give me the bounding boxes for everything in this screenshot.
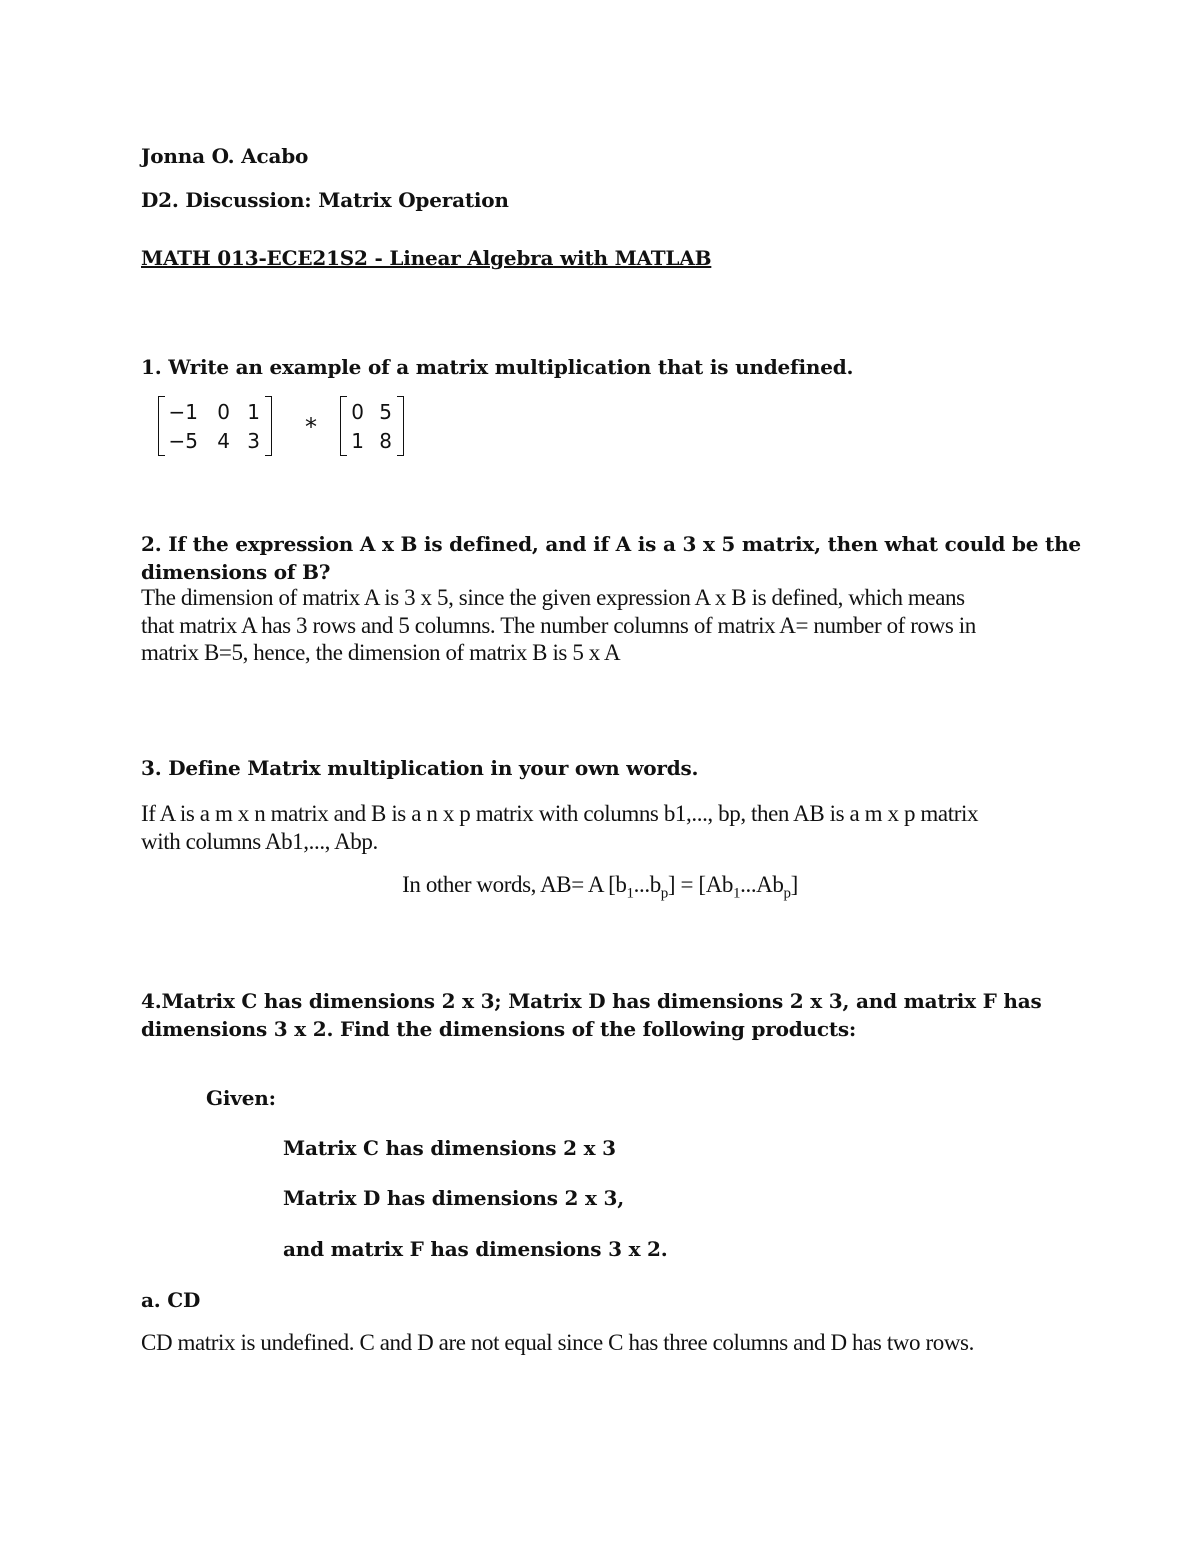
question-2-line: dimensions of B?	[141, 559, 331, 584]
question-4	[141, 988, 1041, 1043]
answer-2-line: matrix B=5, hence, the dimension of matrix B is 5 x A	[141, 640, 621, 665]
question-2	[141, 531, 1081, 586]
question-2-line: 2. If the expression A x B is defined, and if A is a 3 x 5 matrix, then what could be the	[141, 532, 1081, 556]
answer-2	[141, 584, 1041, 667]
matrix-a-cell: −5	[168, 429, 198, 453]
author-name: Jonna O. Acabo	[141, 144, 309, 168]
matrix-a-right-bracket	[265, 396, 272, 456]
answer-3-line: with columns Ab1,..., Abp.	[141, 828, 378, 854]
answer-2-line: that matrix A has 3 rows and 5 columns. The number columns of matrix A= number of rows in	[141, 612, 976, 638]
given-label: Given:	[206, 1086, 276, 1110]
matrix-a-cell: 1	[247, 400, 260, 424]
formula-subscript: 1	[733, 885, 741, 902]
formula-subscript: 1	[626, 885, 634, 902]
matrix-a	[158, 396, 272, 456]
given-item: Matrix D has dimensions 2 x 3,	[283, 1186, 625, 1210]
discussion-title: D2. Discussion: Matrix Operation	[141, 188, 509, 212]
matrix-b-cell: 8	[379, 429, 392, 453]
matrix-a-cell: 4	[217, 429, 230, 453]
matrix-b	[340, 396, 404, 456]
matrix-b-right-bracket	[397, 396, 404, 456]
course-title: MATH 013-ECE21S2 - Linear Algebra with MATLAB	[141, 246, 712, 270]
formula-text: ]	[790, 872, 798, 897]
question-3: 3. Define Matrix multiplication in your own words.	[141, 756, 699, 780]
matrix-a-left-bracket	[158, 396, 165, 456]
question-4-line: dimensions 3 x 2. Find the dimensions of the following products:	[141, 1016, 857, 1041]
answer-2-line: The dimension of matrix A is 3 x 5, since the given expression A x B is defined, which means	[141, 585, 965, 610]
formula-text: In other words, AB= A [b	[402, 872, 627, 897]
part-a-answer: CD matrix is undefined. C and D are not equal since C has three columns and D has two rows.	[141, 1330, 974, 1355]
answer-3	[141, 800, 1041, 855]
matrix-product-formula	[0, 872, 1200, 903]
answer-3-line: If A is a m x n matrix and B is a n x p matrix with columns b1,..., bp, then AB is a m x p matrix	[141, 801, 979, 826]
question-4-line: 4.Matrix C has dimensions 2 x 3; Matrix D has dimensions 2 x 3, and matrix F has	[141, 989, 1042, 1013]
part-a-label: a. CD	[141, 1288, 201, 1312]
given-item: and matrix F has dimensions 3 x 2.	[283, 1237, 668, 1261]
matrix-b-cell: 0	[351, 400, 364, 424]
matrix-b-cell: 1	[351, 429, 364, 453]
matrix-a-cell: 0	[217, 400, 230, 424]
formula-subscript: p	[660, 885, 668, 902]
formula-text: ...b	[633, 872, 661, 897]
matrix-a-cell: −1	[168, 400, 198, 424]
matrix-a-cell: 3	[247, 429, 260, 453]
question-1: 1. Write an example of a matrix multiplication that is undefined.	[141, 355, 854, 379]
formula-subscript: p	[783, 885, 791, 902]
given-item: Matrix C has dimensions 2 x 3	[283, 1136, 616, 1160]
matrix-b-cell: 5	[379, 400, 392, 424]
formula-text: ...Ab	[740, 872, 784, 897]
multiply-operator: *	[305, 413, 317, 441]
formula-text: ] = [Ab	[667, 872, 734, 897]
